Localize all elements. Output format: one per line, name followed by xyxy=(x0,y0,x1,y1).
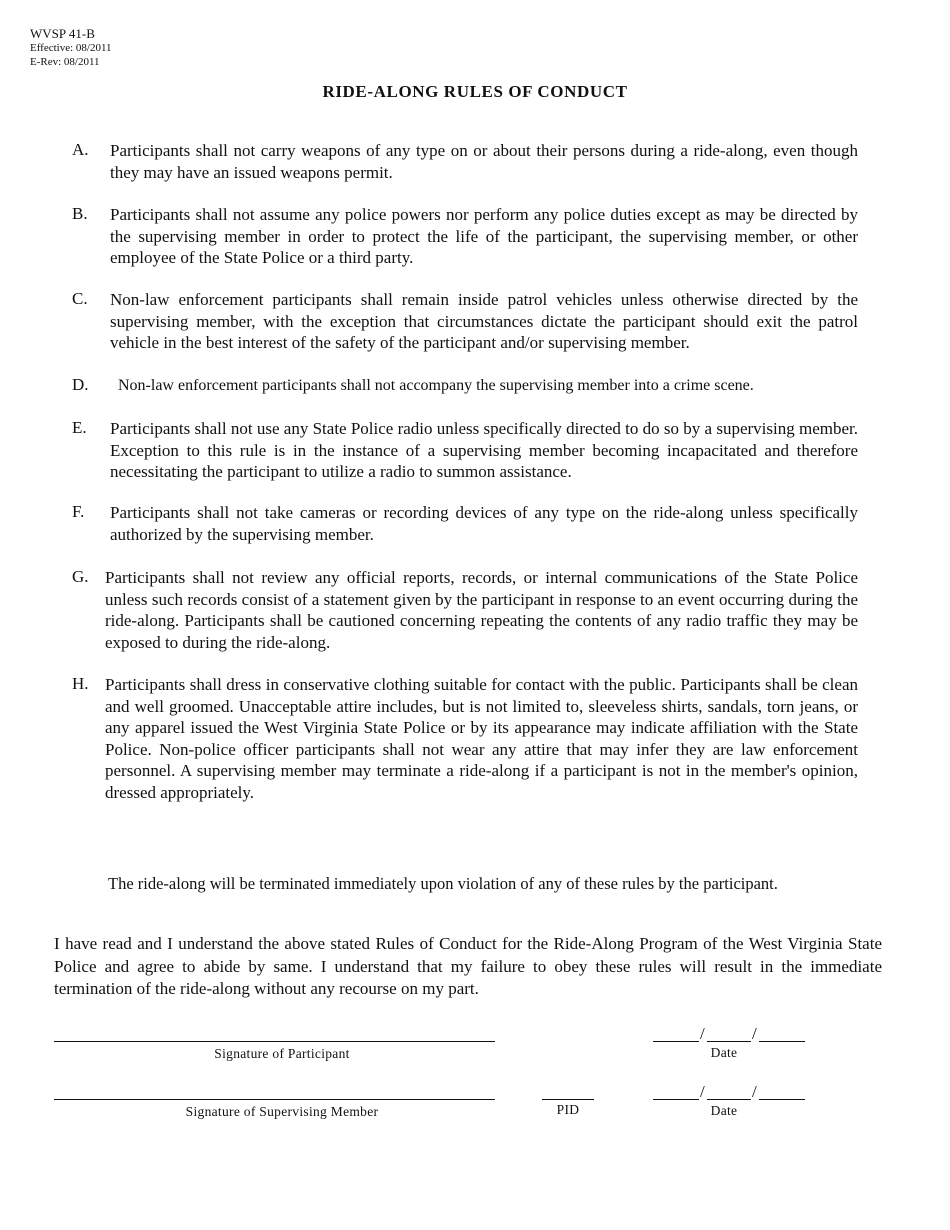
participant-date-label: Date xyxy=(710,1045,738,1060)
date-month-blank[interactable] xyxy=(653,1041,699,1042)
date-separator: / xyxy=(700,1024,705,1043)
pid-label: PID xyxy=(556,1102,580,1117)
date-separator: / xyxy=(752,1024,757,1043)
participant-date-field[interactable] xyxy=(653,1022,805,1042)
rule-letter: H. xyxy=(72,674,89,693)
rule-text: Participants shall not review any official reports, records, or internal communications of the State Police unless such records consist of a statement given by the participant in response to an event occurring during the ride-along. Participants shall be cautioned concerning repeating the contents of any radio traffic they may be exposed to during the ride-along. xyxy=(105,568,858,652)
supervisor-date-label: Date xyxy=(710,1103,738,1118)
date-year-blank[interactable] xyxy=(759,1041,805,1042)
date-year-blank[interactable] xyxy=(759,1099,805,1100)
rule-b xyxy=(72,204,858,269)
supervisor-date-field[interactable] xyxy=(653,1080,805,1100)
acknowledgement-statement: I have read and I understand the above stated Rules of Conduct for the Ride-Along Program of the West Virginia State Police and agree to abide by same. I understand that my failure to obey these rules will result in the immediate termination of the ride-along without any recourse on my part. xyxy=(54,934,882,998)
pid-line[interactable] xyxy=(542,1099,594,1100)
rule-letter: G. xyxy=(72,567,89,586)
rule-g xyxy=(72,567,858,653)
rule-text: Participants shall dress in conservative clothing suitable for contact with the public. Participants shall be clean and well groomed. Unacceptable attire includes, but is not limited to, sleeveless shirts, sandals, torn jeans, or any apparel issued the West Virginia State Police or by its appearance may indicate affiliation with the State Police. Non-police officer participants shall not wear any attire that may infer they are law enforcement personnel. A supervising member may terminate a ride-along if a participant is not in the member's opinion, dressed appropriately. xyxy=(105,675,858,802)
rule-h xyxy=(72,674,858,803)
rule-a xyxy=(72,140,858,183)
date-month-blank[interactable] xyxy=(653,1099,699,1100)
rule-text: Participants shall not take cameras or recording devices of any type on the ride-along unless specifically authorized by the supervising member. xyxy=(110,503,858,544)
date-separator: / xyxy=(752,1082,757,1101)
rule-letter: B. xyxy=(72,204,88,223)
rule-letter: F. xyxy=(72,502,85,521)
form-code: WVSP 41-B xyxy=(30,26,95,41)
date-day-blank[interactable] xyxy=(707,1099,751,1100)
supervisor-signature-label: Signature of Supervising Member xyxy=(185,1104,379,1119)
termination-notice: The ride-along will be terminated immediately upon violation of any of these rules by the participant. xyxy=(108,874,778,893)
form-identifier xyxy=(30,26,112,70)
supervisor-signature-line[interactable] xyxy=(54,1099,495,1100)
rule-letter: E. xyxy=(72,418,87,437)
rule-text: Participants shall not carry weapons of any type on or about their persons during a ride-along, even though they may have an issued weapons permit. xyxy=(110,141,858,182)
rule-text: Participants shall not use any State Police radio unless specifically directed to do so by a supervising member. Exception to this rule is in the instance of a supervising member becoming incapacitated and therefore necessitating the participant to utilize a radio to summon assistance. xyxy=(110,419,858,481)
participant-signature-line[interactable] xyxy=(54,1041,495,1042)
rule-text: Non-law enforcement participants shall not accompany the supervising member into a crime scene. xyxy=(118,377,754,394)
rule-letter: D. xyxy=(72,375,89,394)
rule-letter: C. xyxy=(72,289,88,308)
page-title: RIDE-ALONG RULES OF CONDUCT xyxy=(322,82,628,101)
rule-text: Non-law enforcement participants shall remain inside patrol vehicles unless otherwise directed by the supervising member, with the exception that circumstances dictate the participant should exit the patrol vehicle in the best interest of the safety of the participant and/or supervising member. xyxy=(110,290,858,352)
effective-date: Effective: 08/2011 xyxy=(30,42,112,55)
date-separator: / xyxy=(700,1082,705,1101)
rule-letter: A. xyxy=(72,140,89,159)
rule-c xyxy=(72,289,858,354)
participant-signature-label: Signature of Participant xyxy=(214,1046,350,1061)
rule-d xyxy=(72,375,858,397)
rule-f xyxy=(72,502,858,545)
revision-date: E-Rev: 08/2011 xyxy=(30,56,100,68)
date-day-blank[interactable] xyxy=(707,1041,751,1042)
rule-text: Participants shall not assume any police powers nor perform any police duties except as may be directed by the supervising member in order to protect the life of the participant, the supervising member, or other employee of the State Police or a third party. xyxy=(110,205,858,267)
rule-e xyxy=(72,418,858,483)
